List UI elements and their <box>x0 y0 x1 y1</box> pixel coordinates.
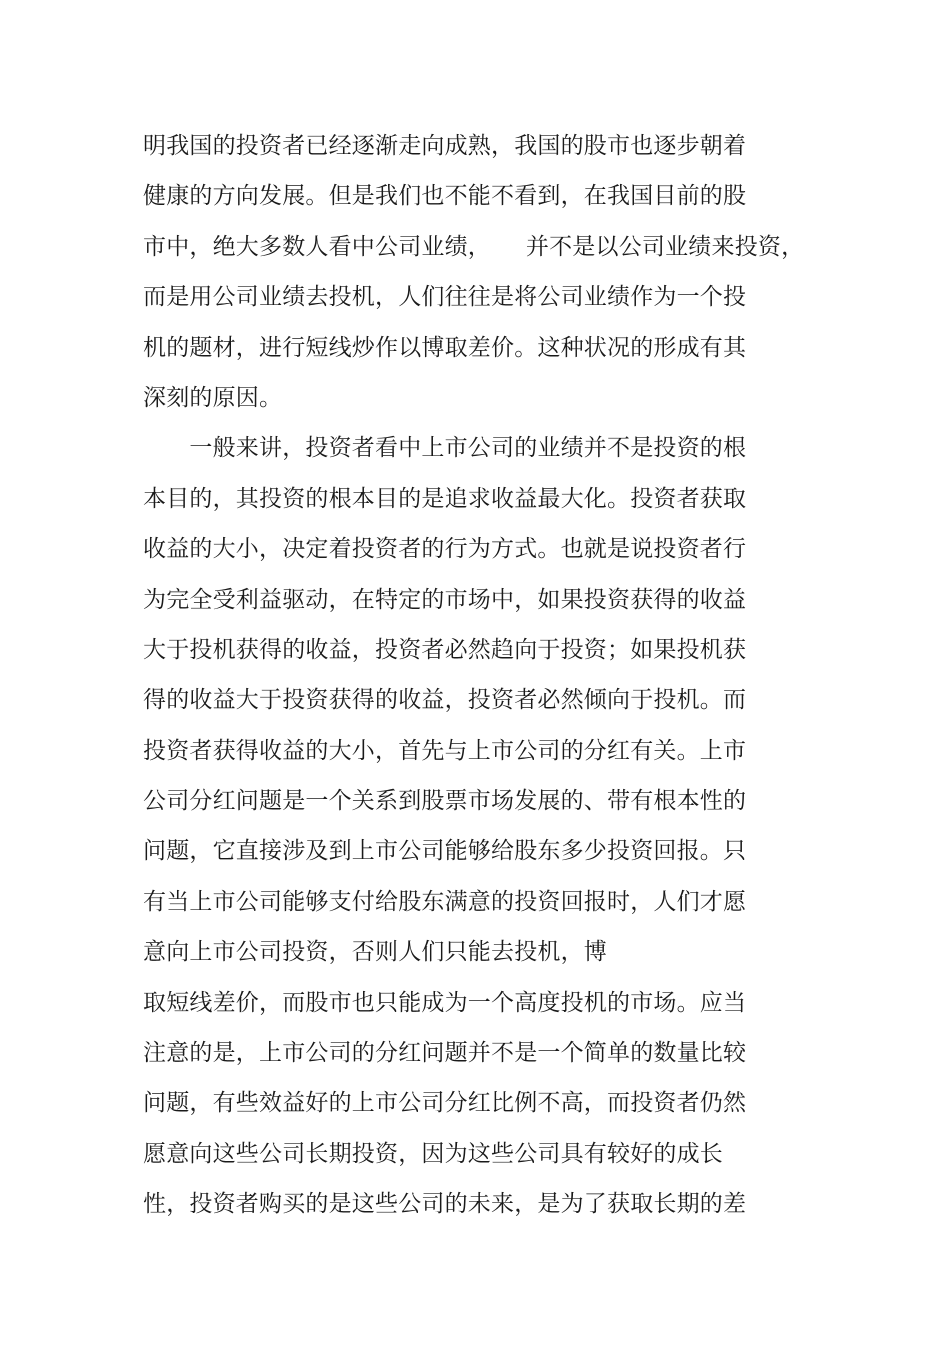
text-line: 意向上市公司投资，否则人们只能去投机，博 <box>143 939 607 966</box>
text-line: 一般来讲，投资者看中上市公司的业绩并不是投资的根 <box>143 435 747 462</box>
text-line: 本目的，其投资的根本目的是追求收益最大化。投资者获取 <box>143 485 747 512</box>
text-line: 注意的是，上市公司的分红问题并不是一个简单的数量比较 <box>143 1040 747 1067</box>
text-line: 有当上市公司能够支付给股东满意的投资回报时，人们才愿 <box>143 888 747 915</box>
text-line: 愿意向这些公司长期投资，因为这些公司具有较好的成长 <box>143 1140 723 1167</box>
text-line: 收益的大小，决定着投资者的行为方式。也就是说投资者行 <box>143 536 747 563</box>
text-line: 市中，绝大多数人看中公司业绩， 并不是以公司业绩来投资， <box>143 233 805 260</box>
text-line: 健康的方向发展。但是我们也不能不看到，在我国目前的股 <box>143 183 747 210</box>
text-line: 性，投资者购买的是这些公司的未来，是为了获取长期的差 <box>143 1191 747 1218</box>
text-line: 深刻的原因。 <box>143 384 283 411</box>
text-line: 问题，有些效益好的上市公司分红比例不高，而投资者仍然 <box>143 1090 747 1117</box>
text-line: 公司分红问题是一个关系到股票市场发展的、带有根本性的 <box>143 788 747 815</box>
text-line: 得的收益大于投资获得的收益，投资者必然倾向于投机。而 <box>143 687 747 714</box>
text-line: 投资者获得收益的大小，首先与上市公司的分红有关。上市 <box>143 737 747 764</box>
text-line: 而是用公司业绩去投机，人们往往是将公司业绩作为一个投 <box>143 284 747 311</box>
text-line: 为完全受利益驱动，在特定的市场中，如果投资获得的收益 <box>143 586 747 613</box>
text-line: 机的题材，进行短线炒作以博取差价。这种状况的形成有其 <box>143 334 747 361</box>
body-text <box>143 121 843 1230</box>
text-line: 大于投机获得的收益，投资者必然趋向于投资；如果投机获 <box>143 636 747 663</box>
text-line: 问题，它直接涉及到上市公司能够给股东多少投资回报。只 <box>143 838 747 865</box>
text-line: 明我国的投资者已经逐渐走向成熟，我国的股市也逐步朝着 <box>143 133 747 159</box>
text-line: 取短线差价，而股市也只能成为一个高度投机的市场。应当 <box>143 989 747 1016</box>
